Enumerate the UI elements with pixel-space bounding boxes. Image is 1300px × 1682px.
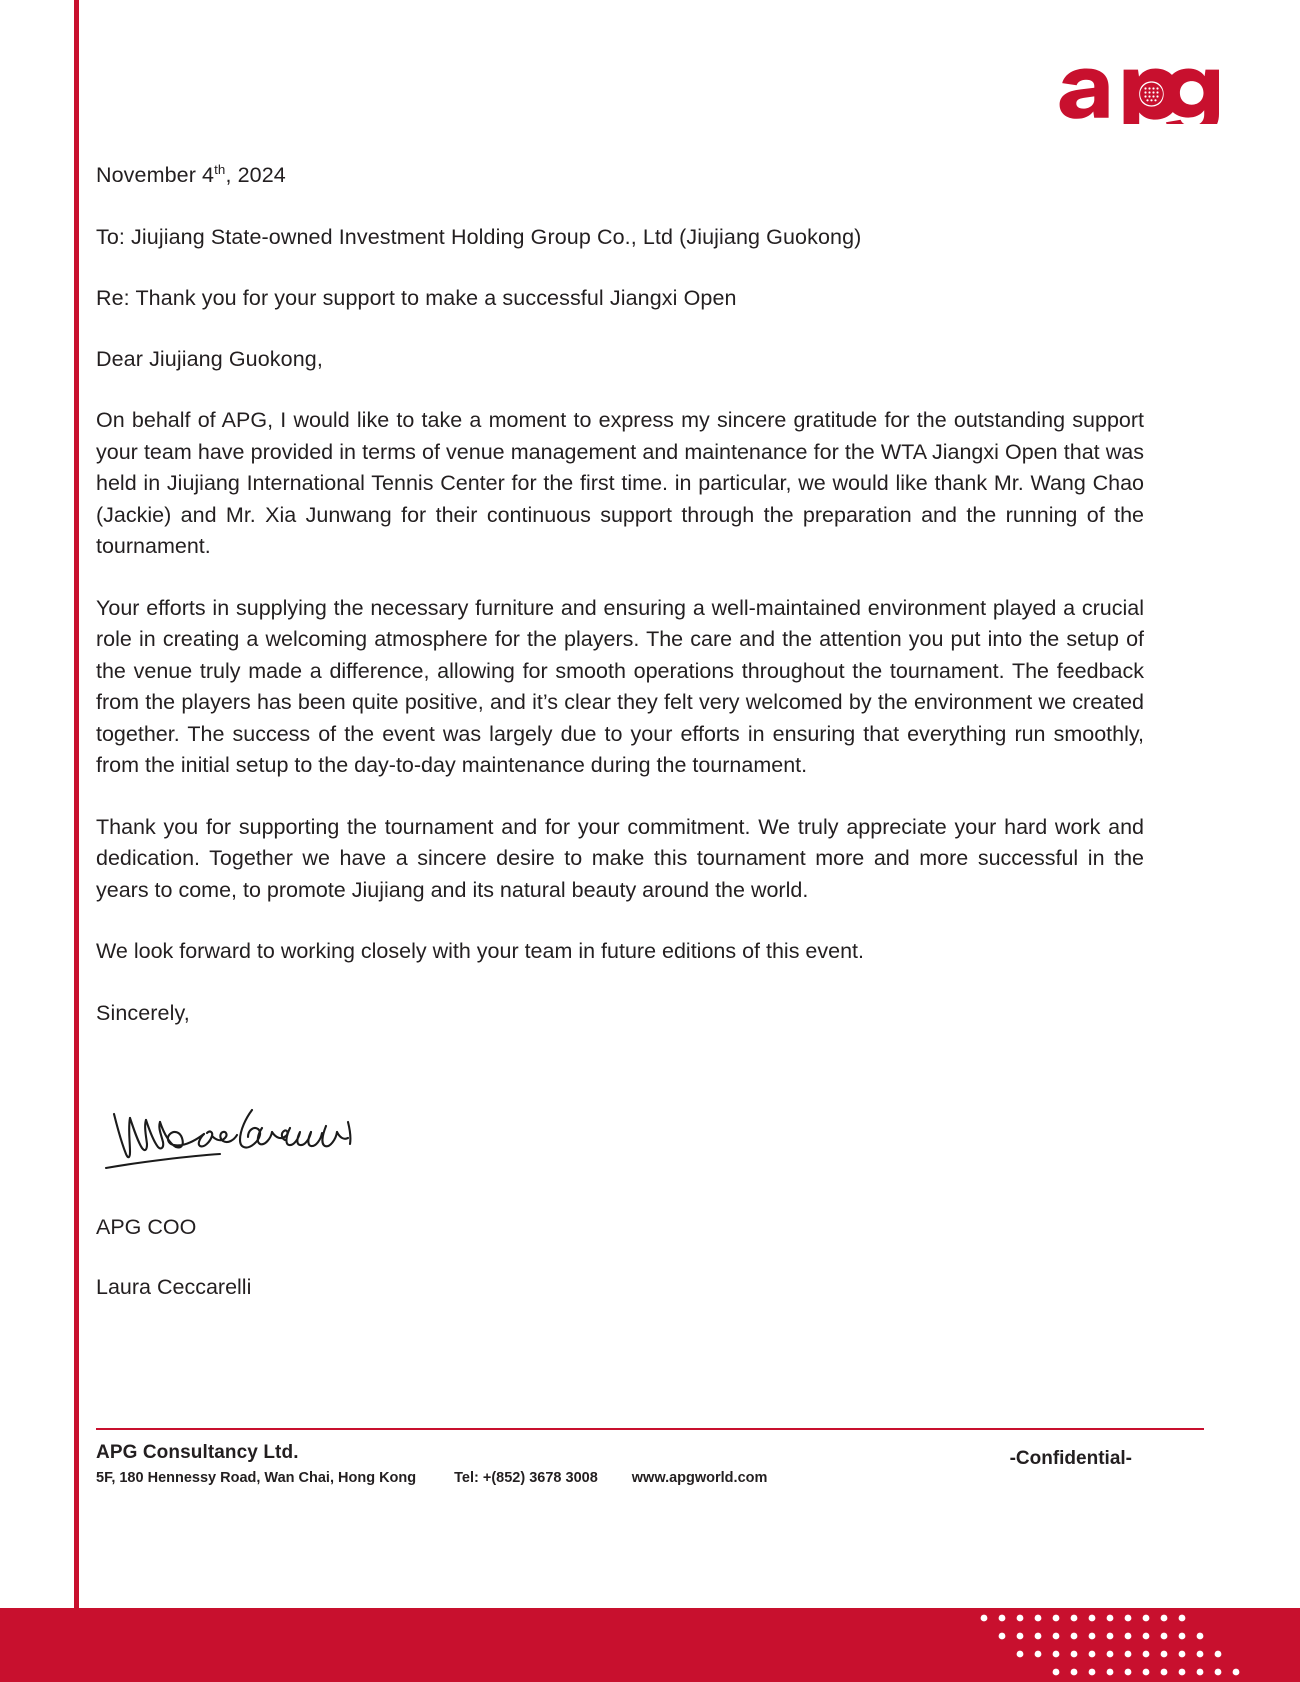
letter-paragraph-4: We look forward to working closely with your team in future editions of this event. xyxy=(96,939,864,963)
letter-date xyxy=(96,160,1144,190)
footer-contact-row xyxy=(96,1470,1204,1486)
letter-paragraph-3: Thank you for supporting the tournament and for your commitment. We truly appreciate your hard work and dedication. Together we have a sincere desire to make this tournament more and more successful in the years to come, to promote Jiujiang and its natural beauty around the world. xyxy=(96,814,1144,902)
letter-date-text: November 4 xyxy=(96,163,215,187)
signer-title: APG COO xyxy=(96,1215,197,1239)
signer-name: Laura Ceccarelli xyxy=(96,1275,252,1299)
letter-subject: Re: Thank you for your support to make a successful Jiangxi Open xyxy=(96,286,737,310)
letter-paragraph-2: Your efforts in supplying the necessary furniture and ensuring a well-maintained environment played a crucial role in creating a welcoming atmosphere for the players. The care and the attention you put into the setup of the venue truly made a difference, allowing for smooth operations throughout the tournament. The feedback from the players has been quite positive, and it’s clear they felt very welcomed by the environment we created together. The success of the event was largely due to your efforts in ensuring that everything run smoothly, from the initial setup to the day-to-day maintenance during the tournament. xyxy=(96,595,1144,777)
letter-closing: Sincerely, xyxy=(96,1000,190,1025)
letter-salutation: Dear Jiujiang Guokong, xyxy=(96,347,323,371)
footer-telephone: Tel: +(852) 3678 3008 xyxy=(454,1470,598,1486)
footer-company-name: APG Consultancy Ltd. xyxy=(96,1442,299,1463)
letter-body xyxy=(96,160,1144,1028)
letter-recipient: To: Jiujiang State-owned Investment Holding Group Co., Ltd (Jiujiang Guokong) xyxy=(96,225,862,249)
signature-image xyxy=(100,1092,380,1172)
apg-logo xyxy=(1048,48,1228,124)
footer-website[interactable]: www.apgworld.com xyxy=(631,1470,768,1486)
footer-address: 5F, 180 Hennessy Road, Wan Chai, Hong Kong xyxy=(96,1470,417,1486)
dot-pattern-decoration xyxy=(970,1572,1300,1682)
letter-date-year: , 2024 xyxy=(225,163,286,187)
left-red-rule xyxy=(74,0,79,1682)
letter-date-ordinal: th xyxy=(214,161,226,177)
footer-divider xyxy=(96,1428,1204,1430)
letter-paragraph-1: On behalf of APG, I would like to take a moment to express my sincere gratitude for the outstanding support your team have provided in terms of venue management and maintenance for the WTA Jiangxi Open that was held in Jiujiang International Tennis Center for the first time. in particular, we would like thank Mr. Wang Chao (Jackie) and Mr. Xia Junwang for their continuous support through the preparation and the running of the tournament. xyxy=(96,408,1144,558)
confidential-label: -Confidential- xyxy=(1009,1448,1132,1469)
